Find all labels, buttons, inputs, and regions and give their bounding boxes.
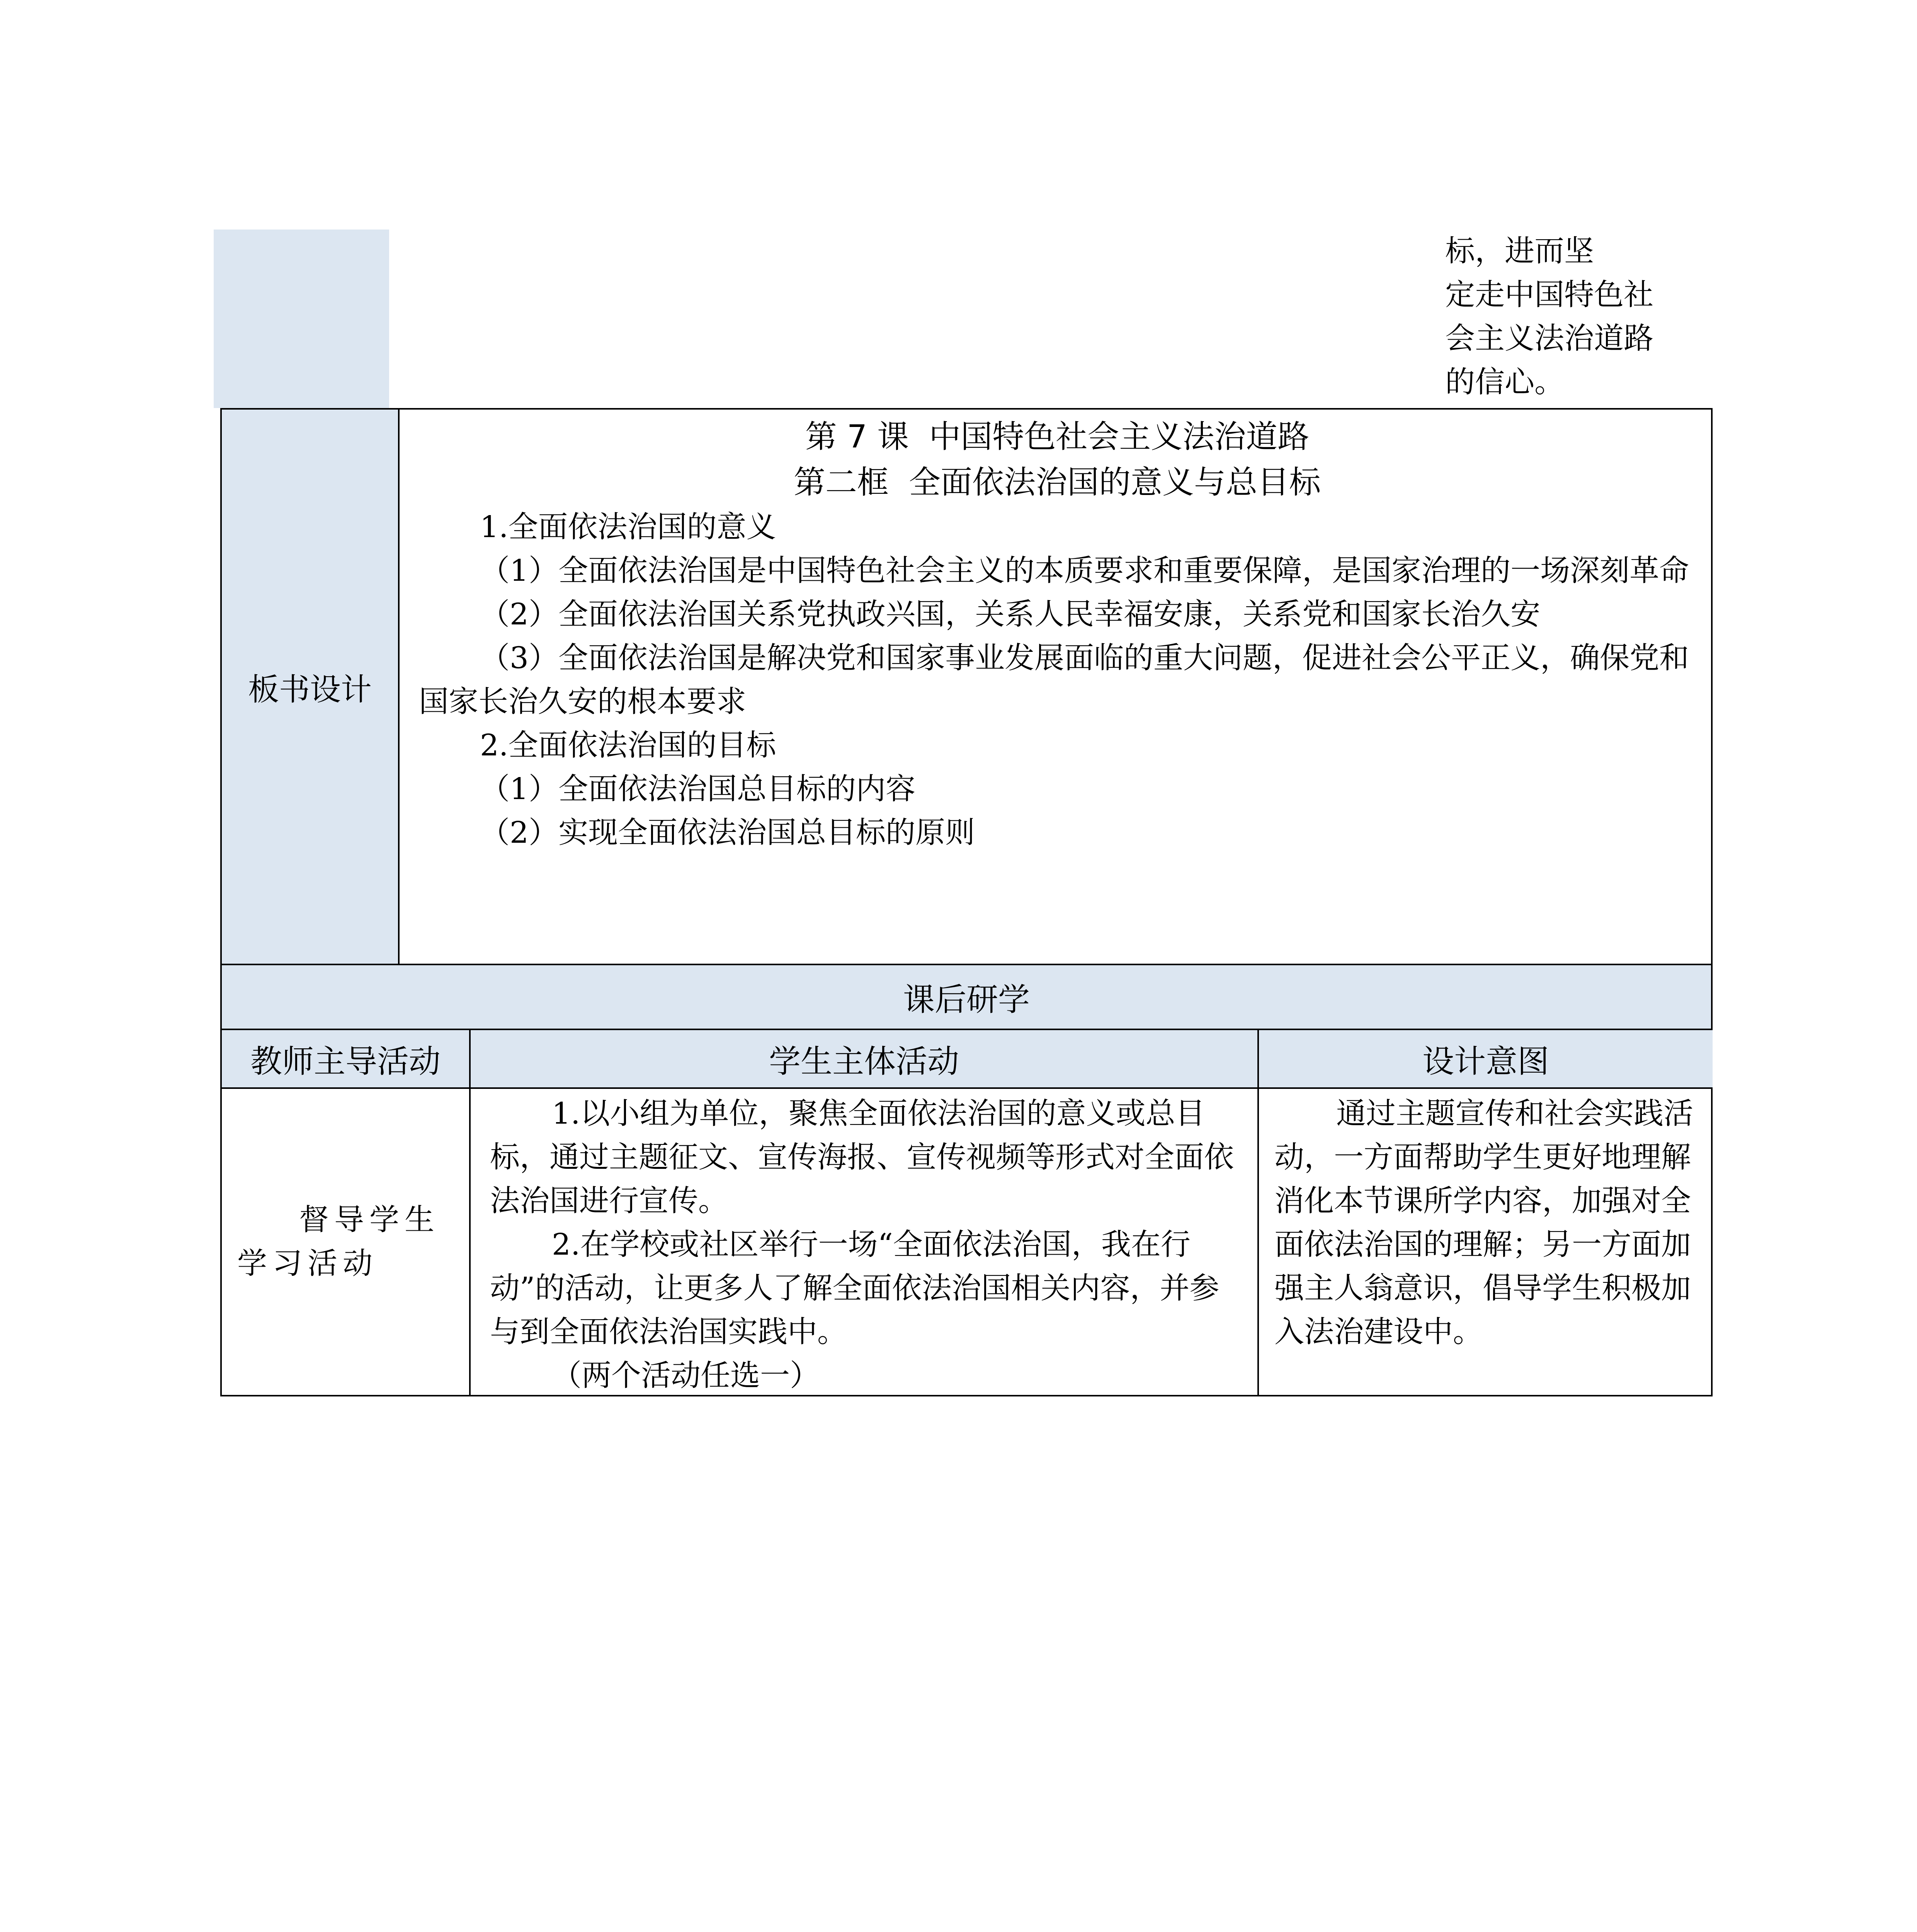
intent-column-header: 设计意图: [1259, 1030, 1713, 1089]
board-item: （2）全面依法治国关系党执政兴国，关系人民幸福安康，关系党和国家长治久安: [480, 597, 1540, 632]
board-design-content: [400, 410, 1711, 964]
board-item: 1.全面依法治国的意义: [480, 510, 776, 544]
board-item: 2.全面依法治国的目标: [480, 728, 776, 763]
continuation-line: 标，进而坚: [1445, 234, 1594, 269]
design-intent-cell: [1259, 1089, 1713, 1395]
continuation-line: 会主义法治道路: [1445, 321, 1653, 356]
after-class-heading: 课后研学: [222, 965, 1711, 1030]
continuation-text: [1445, 230, 1700, 404]
board-item: （1）全面依法治国总目标的内容: [480, 772, 915, 806]
board-item: （1）全面依法治国是中国特色社会主义的本质要求和重要保障，是国家治理的一场深刻革命: [480, 554, 1689, 588]
board-design-label: 板书设计: [222, 410, 400, 964]
teacher-activity-text: 督导学生学习活动: [237, 1203, 440, 1281]
after-class-table: [220, 965, 1713, 1396]
board-item: （3）全面依法治国是解决党和国家事业发展面临的重大问题，促进社会公平正义，确保党和国家长治久安的根本要求: [419, 641, 1689, 719]
teacher-activity-cell: [222, 1089, 469, 1395]
teacher-column-header: 教师主导活动: [222, 1030, 469, 1089]
section-title: 第二框 全面依法治国的意义与总目标: [793, 464, 1321, 501]
student-column-header: 学生主体活动: [471, 1030, 1257, 1089]
continuation-line: 的信心。: [1445, 365, 1564, 400]
student-activity-note: （两个活动任选一）: [552, 1359, 820, 1393]
board-design-table: [220, 408, 1713, 965]
student-activity-cell: [471, 1089, 1257, 1395]
lesson-title: 第 7 课 中国特色社会主义法治道路: [805, 418, 1310, 455]
continuation-shaded-cell: [214, 230, 389, 408]
board-item: （2）实现全面依法治国总目标的原则: [480, 816, 975, 850]
design-intent-text: 通过主题宣传和社会实践活动，一方面帮助学生更好地理解消化本节课所学内容，加强对全面依法治国的理解；另一方面加强主人翁意识，倡导学生积极加入法治建设中。: [1274, 1097, 1693, 1349]
continuation-line: 定走中国特色社: [1445, 278, 1653, 312]
student-activity-item: 1.以小组为单位，聚焦全面依法治国的意义或总目标，通过主题征文、宣传海报、宣传视频等形式对全面依法治国进行宣传。: [490, 1097, 1234, 1218]
student-activity-item: 2.在学校或社区举行一场“全面依法治国，我在行动”的活动，让更多人了解全面依法治国相关内容，并参与到全面依法治国实践中。: [490, 1228, 1220, 1349]
